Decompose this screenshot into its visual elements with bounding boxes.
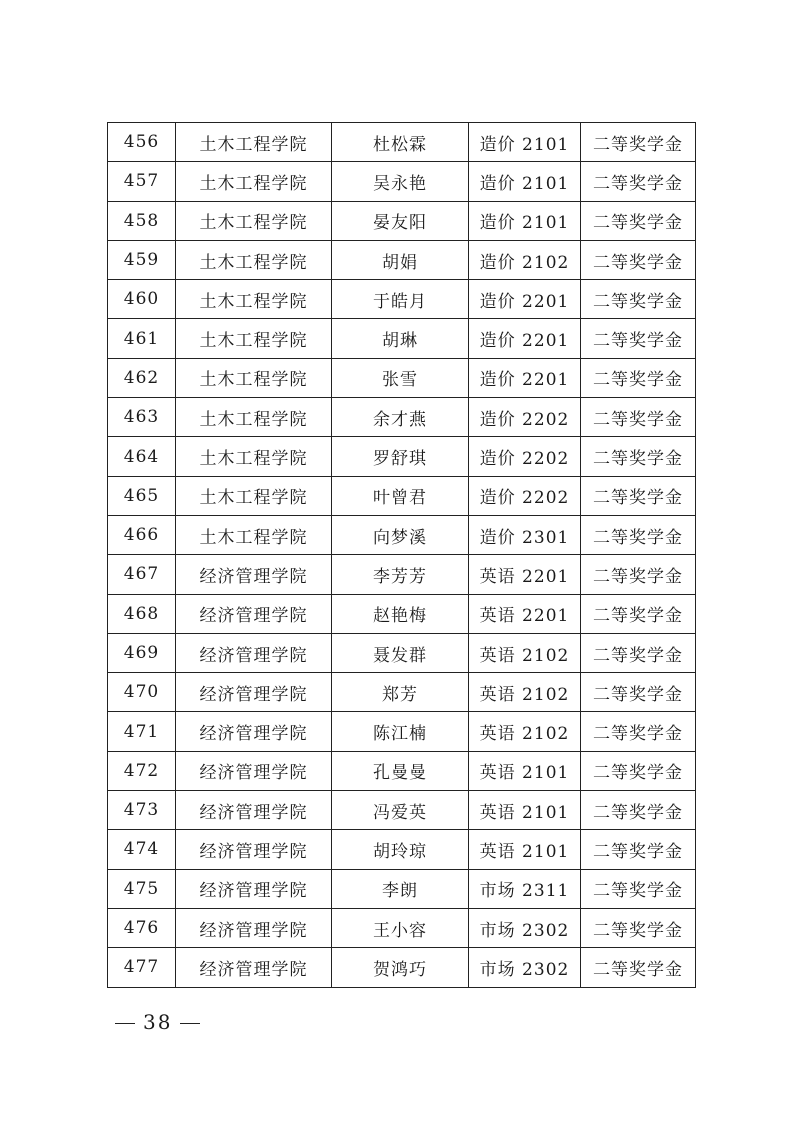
- name-cell: 胡娟: [332, 240, 469, 279]
- class-cell: 造价 2101: [469, 201, 581, 240]
- class-cell: 造价 2202: [469, 398, 581, 437]
- name-cell: 吴永艳: [332, 162, 469, 201]
- award-cell: 二等奖学金: [581, 280, 696, 319]
- name-cell: 郑芳: [332, 673, 469, 712]
- name-cell: 王小容: [332, 908, 469, 947]
- class-cell: 造价 2202: [469, 437, 581, 476]
- table-row: [108, 162, 696, 201]
- college-cell: 土木工程学院: [176, 123, 332, 162]
- class-cell: 英语 2102: [469, 633, 581, 672]
- college-cell: 土木工程学院: [176, 437, 332, 476]
- name-cell: 张雪: [332, 358, 469, 397]
- row-number: 457: [108, 162, 176, 201]
- name-cell: 余才燕: [332, 398, 469, 437]
- table-row: [108, 869, 696, 908]
- college-cell: 经济管理学院: [176, 712, 332, 751]
- college-cell: 土木工程学院: [176, 476, 332, 515]
- table-row: [108, 476, 696, 515]
- table-row: [108, 948, 696, 987]
- college-cell: 经济管理学院: [176, 555, 332, 594]
- scholarship-table: [107, 122, 696, 988]
- name-cell: 李朗: [332, 869, 469, 908]
- table-row: [108, 555, 696, 594]
- row-number: 474: [108, 830, 176, 869]
- class-cell: 英语 2101: [469, 791, 581, 830]
- dash-left: [115, 1023, 135, 1024]
- award-cell: 二等奖学金: [581, 633, 696, 672]
- row-number: 470: [108, 673, 176, 712]
- name-cell: 陈江楠: [332, 712, 469, 751]
- table-row: [108, 398, 696, 437]
- table-row: [108, 712, 696, 751]
- award-cell: 二等奖学金: [581, 358, 696, 397]
- table-row: [108, 673, 696, 712]
- award-cell: 二等奖学金: [581, 908, 696, 947]
- dash-right: [180, 1023, 200, 1024]
- award-cell: 二等奖学金: [581, 830, 696, 869]
- table-row: [108, 240, 696, 279]
- college-cell: 经济管理学院: [176, 673, 332, 712]
- college-cell: 土木工程学院: [176, 201, 332, 240]
- table-row: [108, 751, 696, 790]
- class-cell: 造价 2102: [469, 240, 581, 279]
- college-cell: 土木工程学院: [176, 280, 332, 319]
- table-row: [108, 123, 696, 162]
- class-cell: 造价 2301: [469, 515, 581, 554]
- name-cell: 罗舒琪: [332, 437, 469, 476]
- page-footer: [107, 1010, 208, 1034]
- class-cell: 造价 2201: [469, 358, 581, 397]
- college-cell: 土木工程学院: [176, 515, 332, 554]
- row-number: 476: [108, 908, 176, 947]
- table-row: [108, 515, 696, 554]
- college-cell: 经济管理学院: [176, 633, 332, 672]
- college-cell: 经济管理学院: [176, 908, 332, 947]
- name-cell: 胡琳: [332, 319, 469, 358]
- name-cell: 贺鸿巧: [332, 948, 469, 987]
- name-cell: 冯爱英: [332, 791, 469, 830]
- award-cell: 二等奖学金: [581, 515, 696, 554]
- award-cell: 二等奖学金: [581, 712, 696, 751]
- row-number: 471: [108, 712, 176, 751]
- college-cell: 经济管理学院: [176, 791, 332, 830]
- award-cell: 二等奖学金: [581, 319, 696, 358]
- class-cell: 英语 2101: [469, 751, 581, 790]
- table-row: [108, 358, 696, 397]
- class-cell: 英语 2201: [469, 594, 581, 633]
- name-cell: 晏友阳: [332, 201, 469, 240]
- college-cell: 土木工程学院: [176, 319, 332, 358]
- table-row: [108, 319, 696, 358]
- award-cell: 二等奖学金: [581, 123, 696, 162]
- award-cell: 二等奖学金: [581, 869, 696, 908]
- class-cell: 英语 2101: [469, 830, 581, 869]
- row-number: 473: [108, 791, 176, 830]
- award-cell: 二等奖学金: [581, 201, 696, 240]
- name-cell: 杜松霖: [332, 123, 469, 162]
- college-cell: 经济管理学院: [176, 751, 332, 790]
- row-number: 475: [108, 869, 176, 908]
- class-cell: 市场 2302: [469, 948, 581, 987]
- class-cell: 造价 2201: [469, 280, 581, 319]
- award-cell: 二等奖学金: [581, 673, 696, 712]
- row-number: 467: [108, 555, 176, 594]
- row-number: 469: [108, 633, 176, 672]
- college-cell: 土木工程学院: [176, 398, 332, 437]
- row-number: 465: [108, 476, 176, 515]
- college-cell: 经济管理学院: [176, 830, 332, 869]
- row-number: 468: [108, 594, 176, 633]
- class-cell: 英语 2201: [469, 555, 581, 594]
- row-number: 463: [108, 398, 176, 437]
- table-row: [108, 830, 696, 869]
- name-cell: 赵艳梅: [332, 594, 469, 633]
- page-number: 38: [143, 1010, 173, 1034]
- class-cell: 英语 2102: [469, 712, 581, 751]
- name-cell: 聂发群: [332, 633, 469, 672]
- class-cell: 造价 2101: [469, 162, 581, 201]
- award-cell: 二等奖学金: [581, 594, 696, 633]
- row-number: 477: [108, 948, 176, 987]
- college-cell: 土木工程学院: [176, 358, 332, 397]
- row-number: 458: [108, 201, 176, 240]
- award-cell: 二等奖学金: [581, 948, 696, 987]
- college-cell: 经济管理学院: [176, 948, 332, 987]
- table-row: [108, 437, 696, 476]
- class-cell: 造价 2202: [469, 476, 581, 515]
- award-cell: 二等奖学金: [581, 555, 696, 594]
- row-number: 464: [108, 437, 176, 476]
- name-cell: 叶曾君: [332, 476, 469, 515]
- row-number: 466: [108, 515, 176, 554]
- table-row: [108, 908, 696, 947]
- name-cell: 于皓月: [332, 280, 469, 319]
- row-number: 460: [108, 280, 176, 319]
- row-number: 461: [108, 319, 176, 358]
- college-cell: 经济管理学院: [176, 869, 332, 908]
- class-cell: 英语 2102: [469, 673, 581, 712]
- award-cell: 二等奖学金: [581, 791, 696, 830]
- table-row: [108, 791, 696, 830]
- table-row: [108, 280, 696, 319]
- award-cell: 二等奖学金: [581, 476, 696, 515]
- award-cell: 二等奖学金: [581, 162, 696, 201]
- award-cell: 二等奖学金: [581, 751, 696, 790]
- row-number: 462: [108, 358, 176, 397]
- award-cell: 二等奖学金: [581, 437, 696, 476]
- table-row: [108, 633, 696, 672]
- award-cell: 二等奖学金: [581, 240, 696, 279]
- name-cell: 李芳芳: [332, 555, 469, 594]
- college-cell: 经济管理学院: [176, 594, 332, 633]
- table-row: [108, 201, 696, 240]
- college-cell: 土木工程学院: [176, 240, 332, 279]
- class-cell: 造价 2101: [469, 123, 581, 162]
- college-cell: 土木工程学院: [176, 162, 332, 201]
- class-cell: 造价 2201: [469, 319, 581, 358]
- table-row: [108, 594, 696, 633]
- class-cell: 市场 2311: [469, 869, 581, 908]
- name-cell: 胡玲琼: [332, 830, 469, 869]
- name-cell: 孔曼曼: [332, 751, 469, 790]
- name-cell: 向梦溪: [332, 515, 469, 554]
- award-cell: 二等奖学金: [581, 398, 696, 437]
- row-number: 472: [108, 751, 176, 790]
- row-number: 459: [108, 240, 176, 279]
- class-cell: 市场 2302: [469, 908, 581, 947]
- table-body: [108, 123, 696, 988]
- row-number: 456: [108, 123, 176, 162]
